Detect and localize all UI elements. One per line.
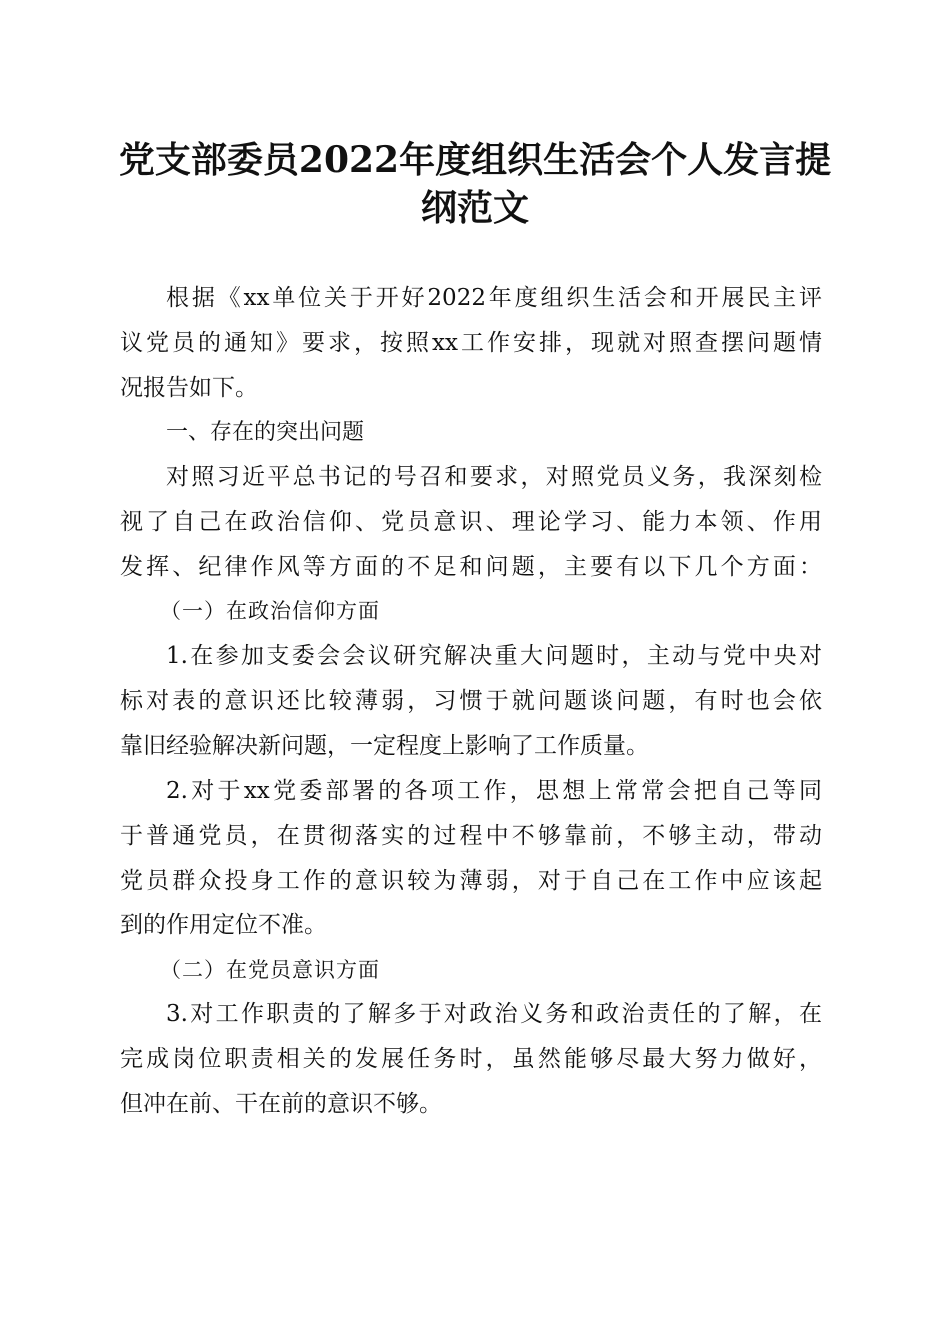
- item3-line-3: 但冲在前、干在前的意识不够。: [120, 1091, 442, 1117]
- intro-line-1: 根据《xx单位关于开好2022年度组织生活会和开展民主评: [166, 285, 822, 311]
- item2-line-3: 党员群众投身工作的意识较为薄弱，对于自己在工作中应该起: [120, 868, 822, 894]
- section1-intro-line-2: 视了自己在政治信仰、党员意识、理论学习、能力本领、作用: [120, 509, 822, 535]
- subsection1-heading: （一）在政治信仰方面: [160, 599, 380, 623]
- item1-line-1: 1.在参加支委会会议研究解决重大问题时，主动与党中央对: [166, 643, 822, 669]
- document-title-line1: 党支部委员2022年度组织生活会个人发言提: [118, 139, 832, 181]
- document-title-line2: 纲范文: [420, 187, 529, 229]
- item3-line-1: 3.对工作职责的了解多于对政治义务和政治责任的了解，在: [166, 1001, 822, 1027]
- item3-line-2: 完成岗位职责相关的发展任务时，虽然能够尽最大努力做好，: [120, 1046, 822, 1072]
- section1-heading: 一、存在的突出问题: [166, 420, 365, 445]
- section1-intro-line-1: 对照习近平总书记的号召和要求，对照党员义务，我深刻检: [166, 464, 822, 490]
- item2-line-1: 2.对于xx党委部署的各项工作，思想上常常会把自己等同: [166, 778, 822, 804]
- subsection2-heading: （二）在党员意识方面: [160, 958, 380, 982]
- item2-line-2: 于普通党员，在贯彻落实的过程中不够靠前，不够主动，带动: [120, 823, 822, 849]
- item2-line-4: 到的作用定位不准。: [120, 912, 327, 938]
- item1-line-3: 靠旧经验解决新问题，一定程度上影响了工作质量。: [120, 733, 649, 759]
- item1-line-2: 标对表的意识还比较薄弱，习惯于就问题谈问题，有时也会依: [120, 688, 822, 714]
- intro-line-3: 况报告如下。: [120, 375, 258, 401]
- section1-intro-line-3: 发挥、纪律作风等方面的不足和问题，主要有以下几个方面：: [120, 554, 822, 580]
- intro-line-2: 议党员的通知》要求，按照xx工作安排，现就对照查摆问题情: [120, 330, 822, 356]
